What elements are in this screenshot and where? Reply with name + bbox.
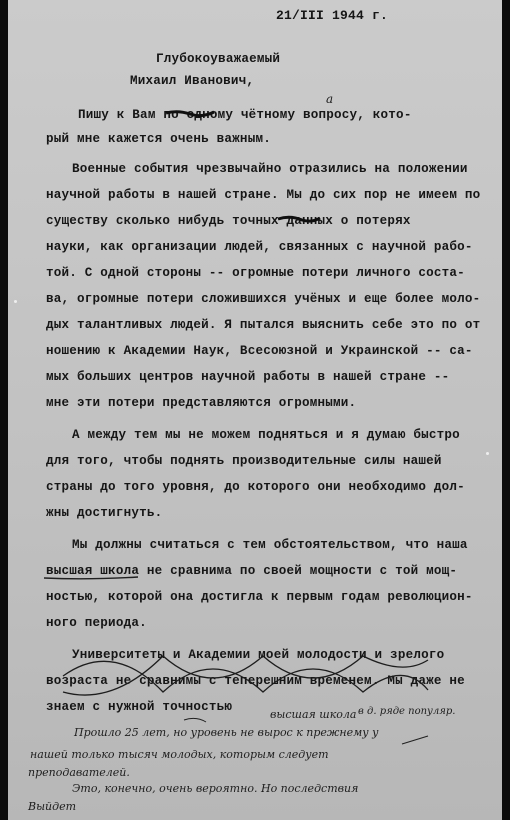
typed-line: ношению к Академии Наук, Всесоюзной и Украинской -- са- (46, 344, 473, 358)
typed-line: жны достигнуть. (46, 506, 163, 520)
insert-letter-a: а (326, 92, 334, 106)
handwritten-note: Выйдет (28, 800, 77, 813)
typed-line: ва, огромные потери сложившихся учёных и еще более моло- (46, 292, 481, 306)
handwritten-note: Прошло 25 лет, но уровень не вырос к прежнему у (74, 726, 379, 739)
salutation-line-2: Михаил Иванович, (130, 74, 255, 88)
typed-line: мне эти потери представляются огромными. (46, 396, 357, 410)
typed-line: Пишу к Вам по одному чётному вопросу, кото- (78, 108, 412, 122)
typed-line: высшая школа не сравнима по своей мощности с той мощ- (46, 564, 458, 578)
typed-line: для того, чтобы поднять производительные силы нашей (46, 454, 442, 468)
typed-line: А между тем мы не можем подняться и я думаю быстро (72, 428, 460, 442)
typed-line: существу сколько нибудь точных данных о потерях (46, 214, 411, 228)
handwritten-note: высшая школа (270, 708, 357, 721)
typed-line: научной работы в нашей стране. Мы до сих пор не имеем по (46, 188, 481, 202)
handwritten-note: в д. ряде популяр. (358, 706, 456, 717)
typed-line: рый мне кажется очень важным. (46, 132, 271, 146)
dust-speck (486, 452, 489, 455)
typed-line: мых больших центров научной работы в нашей стране -- (46, 370, 450, 384)
typed-line: Университеты и Академии моей молодости и зрелого (72, 648, 445, 662)
typed-line: Военные события чрезвычайно отразились на положении (72, 162, 468, 176)
salutation-line-1: Глубокоуважаемый (156, 52, 281, 66)
typed-line: ного периода. (46, 616, 147, 630)
typed-line: возраста не сравнимы с теперешним временем. Мы даже не (46, 674, 465, 688)
dust-speck (14, 300, 17, 303)
typed-line: Мы должны считаться с тем обстоятельством, что наша (72, 538, 468, 552)
letter-page (8, 0, 502, 820)
typed-line: той. С одной стороны -- огромные потери личного соста- (46, 266, 465, 280)
letter-date: 21/III 1944 г. (276, 8, 389, 23)
handwritten-note: преподавателей. (28, 766, 130, 779)
typed-line: знаем с нужной точностью (46, 700, 233, 714)
typed-line: ностью, которой она достигла к первым годам революцион- (46, 590, 473, 604)
typed-line: науки, как организации людей, связанных с научной рабо- (46, 240, 473, 254)
typed-line: дых талантливых людей. Я пытался выяснить себе это по от (46, 318, 481, 332)
handwritten-note: нашей только тысяч молодых, которым следует (30, 748, 329, 761)
pen-markings (8, 0, 502, 820)
typed-line: страны до того уровня, до которого они необходимо дол- (46, 480, 465, 494)
handwritten-note: Это, конечно, очень вероятно. Но последствия (72, 782, 359, 795)
